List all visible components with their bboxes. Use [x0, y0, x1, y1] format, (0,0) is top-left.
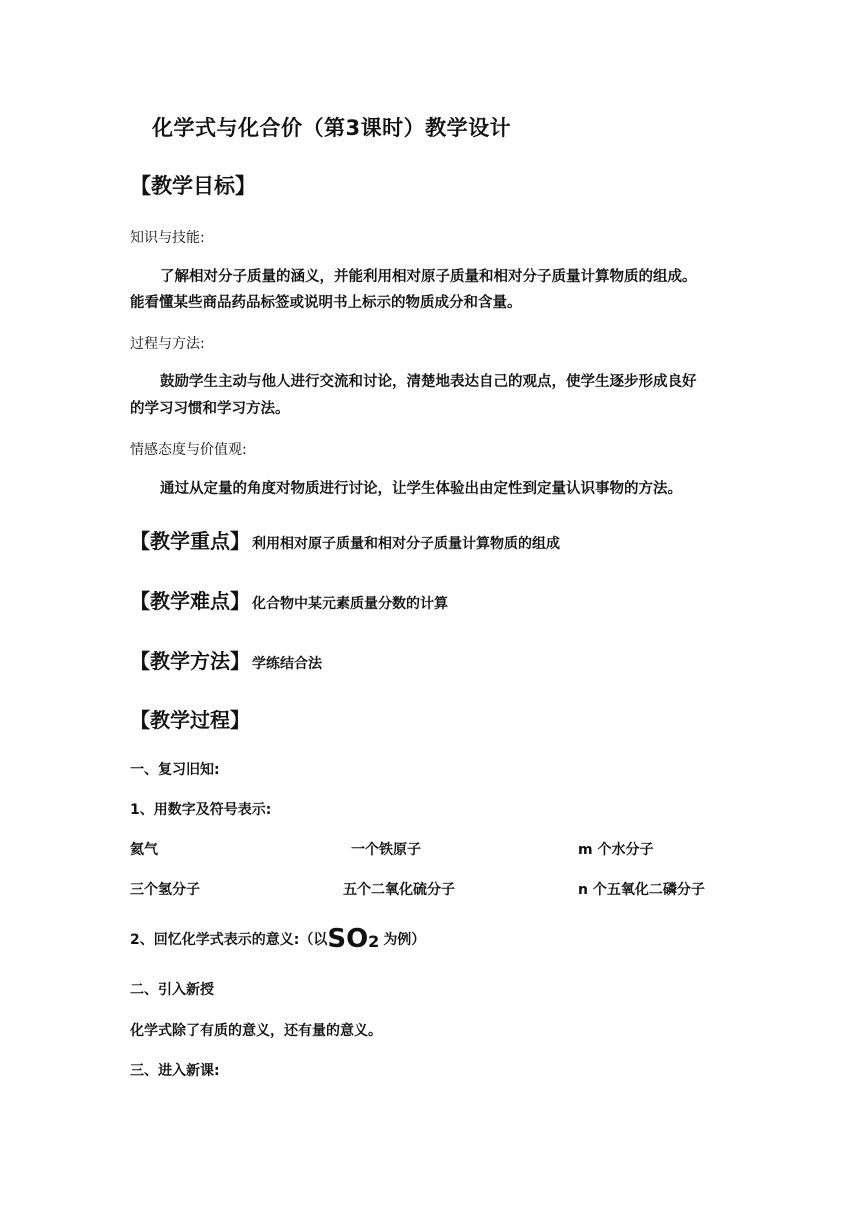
- document-title: 化学式与化合价（第3课时）教学设计: [152, 116, 512, 140]
- item2-prefix: 2、回忆化学式表示的意义:（以: [130, 932, 328, 948]
- method-heading: 【教学方法】: [130, 649, 250, 673]
- key-points-heading: 【教学重点】: [130, 529, 250, 553]
- section-objectives-heading: 【教学目标】: [130, 174, 256, 198]
- knowledge-skills-label: 知识与技能:: [130, 230, 205, 246]
- process-text-line1: 鼓励学生主动与他人进行交流和讨论，清楚地表达自己的观点，使学生逐步形成良好: [160, 374, 697, 390]
- teaching-process-heading: 【教学过程】: [130, 708, 250, 732]
- so2-formula: SO: [327, 924, 369, 954]
- knowledge-text-line2: 能看懂某些商品药品标签或说明书上标示的物质成分和含量。: [130, 295, 522, 311]
- method-row: [130, 645, 322, 674]
- item1-text: 1、用数字及符号表示:: [130, 802, 272, 818]
- intro-text: 化学式除了有质的意义，还有量的意义。: [130, 1023, 382, 1039]
- grid-cell-hydrogen-molecules: 三个氢分子: [130, 882, 200, 898]
- item2-row: [130, 924, 425, 954]
- so2-subscript: 2: [368, 932, 380, 951]
- emotion-text-line1: 通过从定量的角度对物质进行讨论，让学生体验出由定性到定量认识事物的方法。: [160, 481, 682, 497]
- knowledge-text-line1: 了解相对分子质量的涵义，并能利用相对原子质量和相对分子质量计算物质的组成。: [160, 269, 697, 285]
- process-text-line2: 的学习习惯和学习方法。: [130, 401, 290, 417]
- grid-cell-iron-atom: 一个铁原子: [351, 842, 421, 858]
- grid-cell-helium: 氦气: [130, 842, 158, 858]
- new-lesson-title: 三、进入新课:: [130, 1063, 220, 1079]
- grid-cell-p2o5-molecules: n 个五氧化二磷分子: [578, 882, 705, 898]
- emotion-values-label: 情感态度与价值观:: [130, 442, 247, 458]
- key-points-text: 利用相对原子质量和相对分子质量计算物质的组成: [252, 536, 560, 552]
- key-points-row: [130, 525, 560, 554]
- difficulty-heading: 【教学难点】: [130, 589, 250, 613]
- difficulty-row: [130, 585, 448, 614]
- grid-cell-so2-molecules: 五个二氧化硫分子: [343, 882, 455, 898]
- difficulty-text: 化合物中某元素质量分数的计算: [252, 596, 448, 612]
- process-methods-label: 过程与方法:: [130, 336, 205, 352]
- method-text: 学练结合法: [252, 656, 322, 672]
- intro-title: 二、引入新授: [130, 982, 214, 998]
- item2-suffix: 为例）: [383, 932, 426, 948]
- review-title: 一、复习旧知:: [130, 762, 220, 778]
- grid-cell-water-molecules: m 个水分子: [578, 842, 654, 858]
